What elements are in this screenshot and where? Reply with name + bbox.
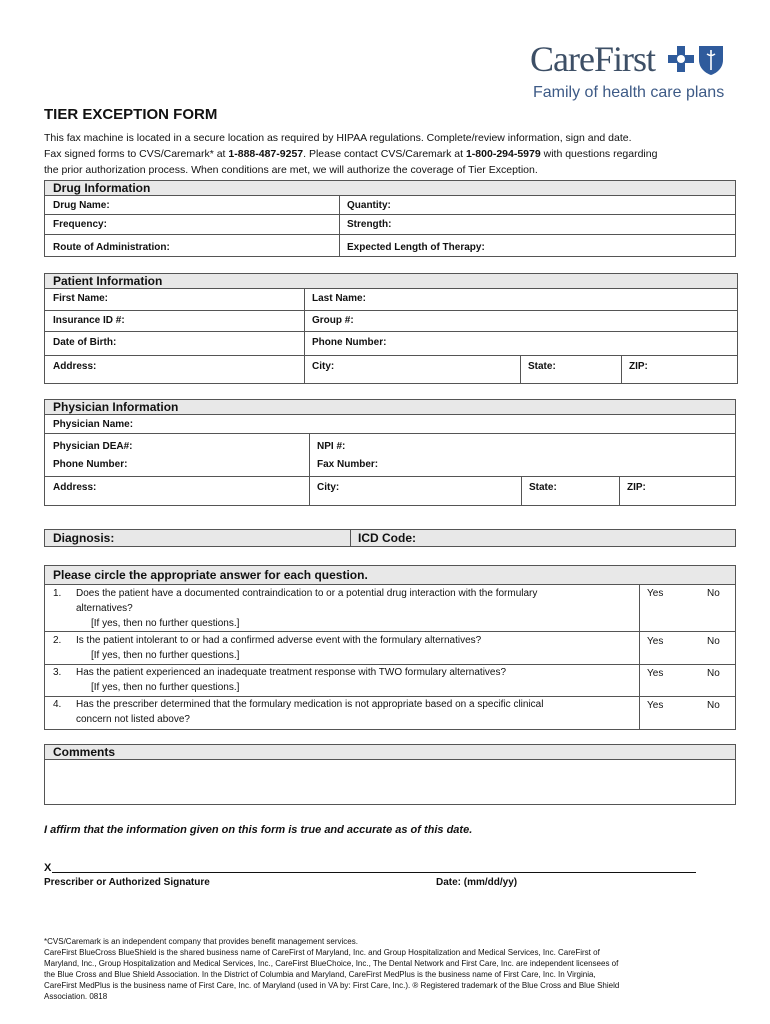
questions-heading: Please circle the appropriate answer for each question. <box>45 566 735 585</box>
physician-dea-field[interactable]: Physician DEA#: <box>53 441 133 452</box>
question-1-number: 1. <box>53 588 62 599</box>
question-2-yes[interactable]: Yes <box>647 636 664 647</box>
date-label: Date: (mm/dd/yy) <box>436 877 518 888</box>
question-4-text: Has the prescriber determined that the formulary medication is not appropriate based on a specific clinical <box>76 699 544 710</box>
comments-section <box>44 744 736 805</box>
physician-information-section <box>44 399 736 506</box>
question-1-no[interactable]: No <box>707 588 720 599</box>
question-4-no[interactable]: No <box>707 700 720 711</box>
question-1-note: [If yes, then no further questions.] <box>91 618 240 629</box>
footer-disclaimer <box>44 936 694 1002</box>
intro-fax-prefix: Fax signed forms to CVS/Caremark* at <box>44 148 229 160</box>
question-2-number: 2. <box>53 635 62 646</box>
comments-field[interactable] <box>45 760 735 804</box>
footer-line-2: CareFirst BlueCross BlueShield is the shared business name of CareFirst of Maryland, Inc. and Group Hospitalization and Medical Services, Inc. CareFirst of <box>44 948 600 957</box>
patient-address-field[interactable]: Address: <box>53 361 97 372</box>
intro-phone-prefix: . Please contact CVS/Caremark at <box>303 148 466 160</box>
patient-city-field[interactable]: City: <box>312 361 335 372</box>
comments-heading: Comments <box>45 745 735 760</box>
blue-shield-icon <box>698 44 724 76</box>
patient-information-section <box>44 273 738 384</box>
footer-line-5: CareFirst MedPlus is the business name of First Care, Inc. of Maryland (used in VA by: First Care, Inc.). ® Registered trademark of the Blue Cross and Blue Shield <box>44 981 620 990</box>
blue-cross-icon <box>668 46 694 72</box>
diagnosis-field[interactable]: Diagnosis: <box>53 531 115 545</box>
drug-information-section <box>44 180 736 257</box>
physician-state-field[interactable]: State: <box>529 482 557 493</box>
fax-number: 1-888-487-9257 <box>228 148 304 160</box>
physician-information-heading: Physician Information <box>45 400 735 415</box>
intro-line-3: the prior authorization process. When conditions are met, we will authorize the coverage of Tier Exception. <box>44 164 538 176</box>
form-title: TIER EXCEPTION FORM <box>44 106 218 123</box>
date-of-birth-field[interactable]: Date of Birth: <box>53 337 117 348</box>
footer-line-3: Maryland, Inc., Group Hospitalization and Medical Services, Inc., CareFirst BlueChoice, Inc., The Dental Network and First Care, Inc. are independent licensees of <box>44 959 619 968</box>
patient-zip-field[interactable]: ZIP: <box>629 361 648 372</box>
signature-line[interactable] <box>52 872 696 873</box>
question-1-yes[interactable]: Yes <box>647 588 664 599</box>
question-3-yes[interactable]: Yes <box>647 668 664 679</box>
drug-name-field[interactable]: Drug Name: <box>53 200 110 211</box>
patient-phone-field[interactable]: Phone Number: <box>312 337 387 348</box>
question-3-text: Has the patient experienced an inadequate treatment response with TWO formulary alternatives? <box>76 667 507 678</box>
question-3-number: 3. <box>53 667 62 678</box>
quantity-field[interactable]: Quantity: <box>347 200 391 211</box>
question-2-no[interactable]: No <box>707 636 720 647</box>
intro-suffix: with questions regarding <box>540 148 658 160</box>
strength-field[interactable]: Strength: <box>347 219 392 230</box>
footer-line-6: Association. 0818 <box>44 992 108 1001</box>
question-4-yes[interactable]: Yes <box>647 700 664 711</box>
affirmation-text: I affirm that the information given on this form is true and accurate as of this date. <box>44 824 473 836</box>
physician-address-field[interactable]: Address: <box>53 482 97 493</box>
questions-section <box>44 565 736 730</box>
phone-number: 1-800-294-5979 <box>465 148 541 160</box>
insurance-id-field[interactable]: Insurance ID #: <box>53 315 125 326</box>
question-1-text-cont: alternatives? <box>76 603 133 614</box>
npi-field[interactable]: NPI #: <box>317 441 346 452</box>
physician-name-field[interactable]: Physician Name: <box>53 419 134 430</box>
prescriber-signature-label: Prescriber or Authorized Signature <box>44 877 210 888</box>
carefirst-logo: CareFirst <box>530 39 655 79</box>
frequency-field[interactable]: Frequency: <box>53 219 107 230</box>
signature-x: X <box>44 862 52 874</box>
physician-phone-field[interactable]: Phone Number: <box>53 459 128 470</box>
question-1-text: Does the patient have a documented contraindication to or a potential drug interaction with the formulary <box>76 588 538 599</box>
footer-line-1: *CVS/Caremark is an independent company that provides benefit management services. <box>44 937 358 946</box>
footer-line-4: the Blue Cross and Blue Shield Association. In the District of Columbia and Maryland, CareFirst MedPlus is the business name of First Care, Inc. In Virginia, <box>44 970 596 979</box>
question-2-text: Is the patient intolerant to or had a confirmed adverse event with the formulary alternatives? <box>76 635 482 646</box>
group-number-field[interactable]: Group #: <box>312 315 354 326</box>
logo-tagline: Family of health care plans <box>533 84 725 101</box>
icd-code-field[interactable]: ICD Code: <box>358 531 416 545</box>
question-3-note: [If yes, then no further questions.] <box>91 682 240 693</box>
question-4-text-cont: concern not listed above? <box>76 714 190 725</box>
question-4-number: 4. <box>53 699 62 710</box>
intro-line-2 <box>44 146 734 162</box>
physician-city-field[interactable]: City: <box>317 482 340 493</box>
question-3-no[interactable]: No <box>707 668 720 679</box>
drug-information-heading: Drug Information <box>45 181 735 196</box>
physician-zip-field[interactable]: ZIP: <box>627 482 646 493</box>
diagnosis-section <box>44 529 736 547</box>
route-field[interactable]: Route of Administration: <box>53 242 170 253</box>
question-2-note: [If yes, then no further questions.] <box>91 650 240 661</box>
patient-information-heading: Patient Information <box>45 274 737 289</box>
therapy-length-field[interactable]: Expected Length of Therapy: <box>347 242 485 253</box>
first-name-field[interactable]: First Name: <box>53 293 109 304</box>
intro-text <box>44 130 734 178</box>
last-name-field[interactable]: Last Name: <box>312 293 366 304</box>
patient-state-field[interactable]: State: <box>528 361 556 372</box>
intro-line-1: This fax machine is located in a secure location as required by HIPAA regulations. Complete/review information, sign and date. <box>44 132 632 144</box>
physician-fax-field[interactable]: Fax Number: <box>317 459 379 470</box>
